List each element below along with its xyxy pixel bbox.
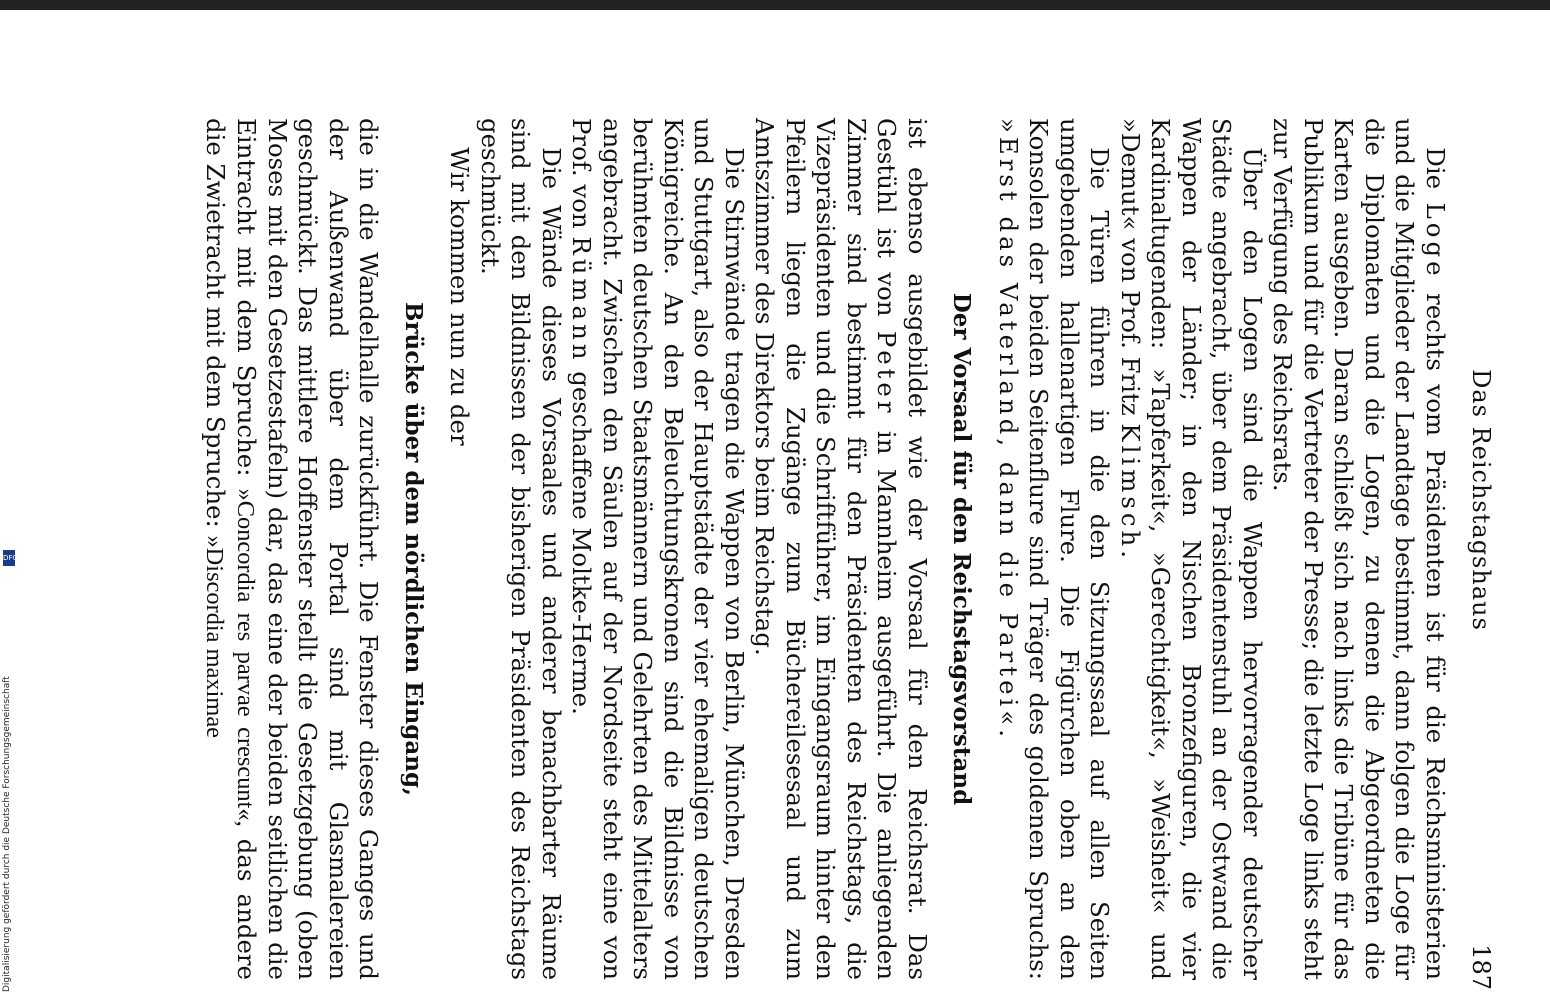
page-header [1455, 0, 1495, 1000]
paragraph: die in die Wandelhalle zurückführt. Die Fenster dieses Ganges und der Außenwand über dem Portal sind mit Glasmalereien geschmückt. Das mittlere Hoffenster stellt die Gesetzgebung (oben Moses mit den Gesetzestafeln) dar, das eine der beiden seitlichen die Eintracht mit dem Spruche: »Concordia res parvae crescunt«, das andere die Zwietracht mit dem Spruche: »Discordia maximae [201, 118, 384, 980]
emphasized-name: Klimsch [1116, 423, 1145, 551]
emphasized-word: Loge [1421, 202, 1450, 280]
latin-quote: »Discordia maximae [201, 535, 228, 738]
section-heading: Brücke über dem nördlichen Eingang, [400, 301, 427, 797]
paragraph: Die Türen führen in die den Sitzungssaal auf allen Seiten umgebenden hallenartigen Flure. Die Figürchen oben an den Konsolen der beiden Seitenflure sind Träger des goldenen Spruchs: »Erst das Vaterland, dann die Partei«. [994, 118, 1115, 980]
paragraph: Die Loge rechts vom Präsidenten ist für die Reichsministerien und die Mitglieder der Landtage bestimmt, dann folgen die Loge für die Diplomaten und die Logen, zu denen die Abgeordneten die Karten ausgeben. Daran schließt sich nach links die Tribüne für das Publikum und für die Vertreter der Presse; die letzte Loge links steht zur Verfügung des Reichsrats. [1268, 118, 1450, 981]
funding-note-text: Digitalisierung gefördert durch die Deutsche Forschungsgemeinschaft [2, 676, 12, 992]
page-edge-shadow [0, 0, 1550, 10]
paragraph: Über den Logen sind die Wappen hervorragender deutscher Städte angebracht, über dem Präsidentenstuhl an der Ostwand die Wappen der Länder; in den Nischen Bronzefiguren, die vier Kardinaltugenden: »Tapferkeit«, »Gerechtigkeit«, »Weisheit« und »Demut« von Prof. Fritz Klimsch. [1116, 118, 1267, 980]
latin-quote: »Concordia res parvae crescunt«, [232, 488, 260, 827]
dfg-logo: DFG [3, 550, 15, 566]
paragraph: ist ebenso ausgebildet wie der Vorsaal für den Reichsrat. Das Gestühl ist von Peter in Mannheim ausgeführt. Die anliegenden Zimmer sind bestimmt für den Präsidenten des Reichstags, die Vizepräsidenten und die Schriftführer, im Eingangsraum hinter den Pfeilern liegen die Zugänge zum Büchereilesesaal und zum Amtszimmer des Direktors beim Reichstag. [750, 118, 932, 980]
emphasized-name: Rümann [567, 236, 597, 364]
paragraph: Die Wände dieses Vorsaales und anderer benachbarter Räume sind mit den Bildnissen der bisherigen Präsidenten des Reichstags geschmückt. [476, 118, 566, 980]
funding-note [2, 554, 18, 992]
paragraph: Die Stirnwände tragen die Wappen von Berlin, München, Dresden und Stuttgart, also der Hauptstädte der vier ehemaligen deutschen Königreiche. An den Beleuchtungskronen sind die Bildnisse von berühmten deutschen Staatsmännern und Gelehrten des Mittelalters angebracht. Zwischen den Säulen auf der Nordseite steht eine von Prof. von Rümann geschaffene Moltke-Herme. [567, 118, 749, 980]
quoted-motto: »Erst das Vaterland, dann die Partei«. [994, 118, 1023, 742]
body-text [199, 118, 1451, 980]
paragraph: Wir kommen nun zu der [445, 147, 475, 446]
section-heading: Der Vorsaal für den Reichstagsvorstand [948, 292, 976, 806]
page-number: 187 [1467, 944, 1495, 990]
running-title: Das Reichstagshaus [1467, 369, 1495, 631]
emphasized-name: Peter [872, 330, 902, 417]
